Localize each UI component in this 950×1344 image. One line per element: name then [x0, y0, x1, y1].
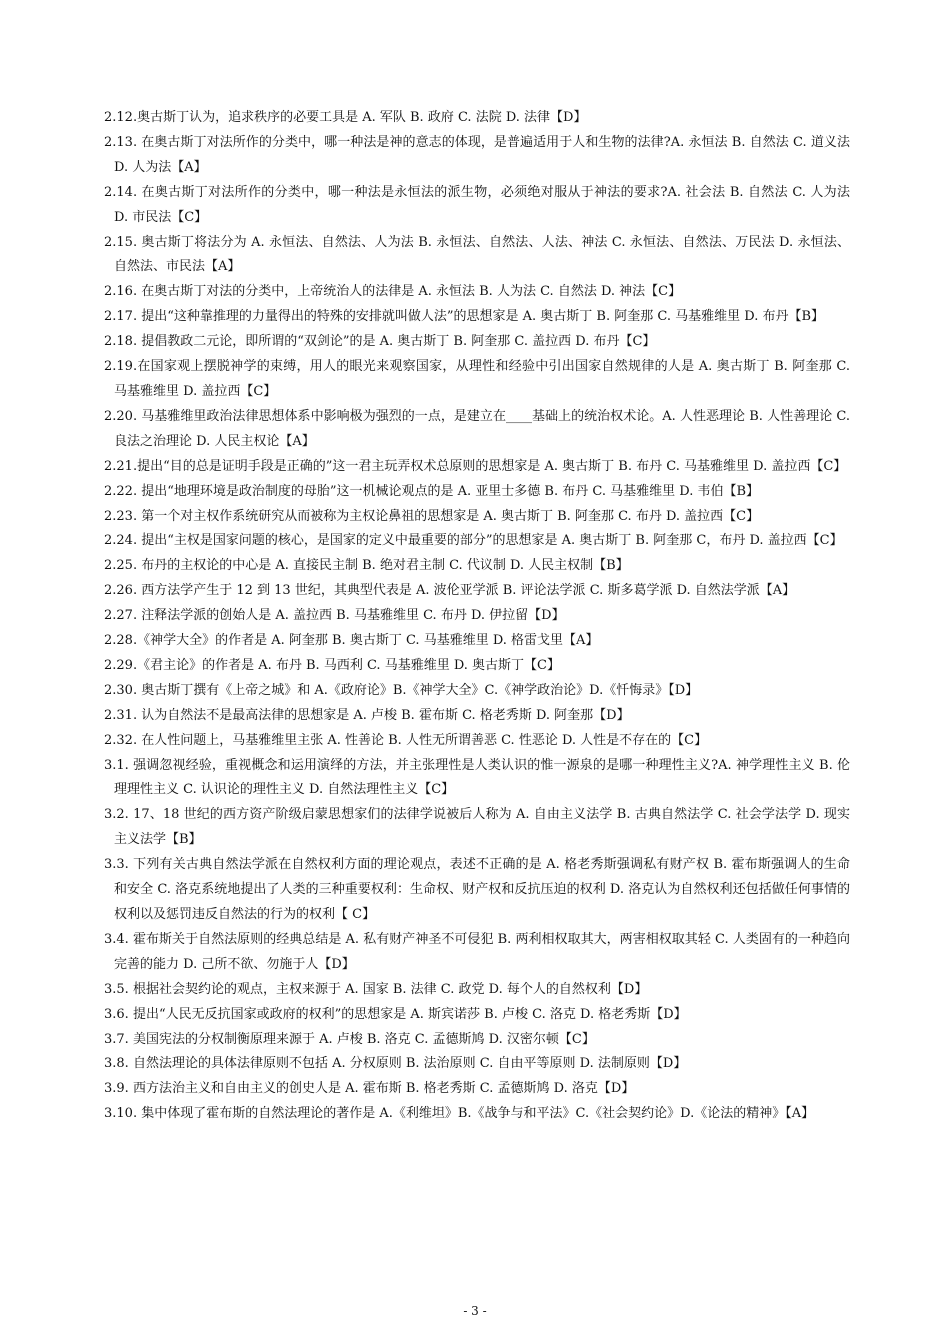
question-item: 2.16. 在奥古斯丁对法的分类中，上帝统治人的法律是 A. 永恒法 B. 人为法 C. 自然法 D. 神法【C】 — [104, 284, 682, 300]
question-item: 2.12.奥古斯丁认为，追求秩序的必要工具是 A. 军队 B. 政府 C. 法院 D. 法律【D】 — [104, 110, 587, 125]
question-list — [104, 106, 850, 1127]
question-item: 2.19.在国家观上摆脱神学的束缚，用人的眼光来观察国家，从理性和经验中引出国家自然规律的人是 A. 奥古斯丁 B. 阿奎那 C. 马基雅维里 D. 盖拉西【C】 — [104, 359, 850, 399]
question-item: 2.17. 提出“这种靠推理的力量得出的特殊的安排就叫做人法”的思想家是 A. 奥古斯丁 B. 阿奎那 C. 马基雅维里 D. 布丹【B】 — [104, 309, 825, 325]
question-item: 2.27. 注释法学派的创始人是 A. 盖拉西 B. 马基雅维里 C. 布丹 D. 伊拉留【D】 — [104, 608, 565, 624]
question-item: 2.26. 西方法学产生于 12 到 13 世纪，其典型代表是 A. 波伦亚学派 B. 评论法学派 C. 斯多葛学派 D. 自然法学派【A】 — [104, 583, 796, 599]
question-item: 2.23. 第一个对主权作系统研究从而被称为主权论鼻祖的思想家是 A. 奥古斯丁 B. 阿奎那 C. 布丹 D. 盖拉西【C】 — [104, 508, 760, 524]
question-item: 3.10. 集中体现了霍布斯的自然法理论的著作是 A.《利维坦》B.《战争与和平法》C.《社会契约论》D.《论法的精神》【A】 — [104, 1106, 815, 1122]
question-item: 2.30. 奥古斯丁撰有《上帝之城》和 A.《政府论》B.《神学大全》C.《神学政治论》D.《忏悔录》【D】 — [104, 682, 699, 698]
question-item: 3.3. 下列有关古典自然法学派在自然权利方面的理论观点，表述不正确的是 A. 格老秀斯强调私有财产权 B. 霍布斯强调人的生命和安全 C. 洛克系统地提出了人类的三种重要权利：生命权、财产权和反抗压迫的权利 D. 洛克认为自然权利还包括做任何事情的权利以及惩罚违反自然法的行为的权利【 C】 — [104, 857, 850, 922]
question-item: 3.9. 西方法治主义和自由主义的创史人是 A. 霍布斯 B. 格老秀斯 C. 孟德斯鸠 D. 洛克【D】 — [104, 1081, 635, 1097]
question-item: 3.5. 根据社会契约论的观点，主权来源于 A. 国家 B. 法律 C. 政党 D. 每个人的自然权利【D】 — [104, 981, 648, 997]
question-item: 2.18. 提倡教政二元论，即所谓的“双剑论”的是 A. 奥古斯丁 B. 阿奎那 C. 盖拉西 D. 布丹【C】 — [104, 334, 656, 350]
question-item: 3.2. 17、18 世纪的西方资产阶级启蒙思想家们的法律学说被后人称为 A. 自由主义法学 B. 古典自然法学 C. 社会学法学 D. 现实主义法学【B】 — [104, 807, 850, 848]
question-item: 2.15. 奥古斯丁将法分为 A. 永恒法、自然法、人为法 B. 永恒法、自然法、人法、神法 C. 永恒法、自然法、万民法 D. 永恒法、自然法、市民法【A】 — [104, 234, 850, 275]
question-item: 3.4. 霍布斯关于自然法原则的经典总结是 A. 私有财产神圣不可侵犯 B. 两利相权取其大，两害相权取其轻 C. 人类固有的一种趋向完善的能力 D. 己所不欲、勿施于人【D】 — [104, 931, 850, 972]
question-item: 3.1. 强调忽视经验，重视概念和运用演绎的方法，并主张理性是人类认识的惟一源泉的是哪一种理性主义?A. 神学理性主义 B. 伦理理性主义 C. 认识论的理性主义 D. 自然法理性主义【C】 — [104, 757, 850, 798]
question-item: 2.24. 提出“主权是国家问题的核心，是国家的定义中最重要的部分”的思想家是 A. 奥古斯丁 B. 阿奎那 C，布丹 D. 盖拉西【C】 — [104, 533, 843, 549]
question-item: 2.14. 在奥古斯丁对法所作的分类中，哪一种法是永恒法的派生物，必须绝对服从于神法的要求?A. 社会法 B. 自然法 C. 人为法 D. 市民法【C】 — [104, 184, 850, 225]
question-item: 2.22. 提出“地理环境是政治制度的母胎”这一机械论观点的是 A. 亚里士多德 B. 布丹 C. 马基雅维里 D. 韦伯【B】 — [104, 483, 760, 499]
question-item: 2.28.《神学大全》的作者是 A. 阿奎那 B. 奥古斯丁 C. 马基雅维里 D. 格雷戈里【A】 — [104, 633, 599, 649]
question-item: 2.20. 马基雅维里政治法律思想体系中影响极为强烈的一点，是建立在____基础上的统治权术论。A. 人性恶理论 B. 人性善理论 C. 良法之治理论 D. 人民主权论【A】 — [104, 408, 850, 449]
question-item: 2.32. 在人性问题上，马基雅维里主张 A. 性善论 B. 人性无所谓善恶 C. 性恶论 D. 人性是不存在的【C】 — [104, 732, 708, 748]
question-item: 3.7. 美国宪法的分权制衡原理来源于 A. 卢梭 B. 洛克 C. 孟德斯鸠 D. 汉密尔顿【C】 — [104, 1031, 595, 1047]
question-item: 2.13. 在奥古斯丁对法所作的分类中，哪一种法是神的意志的体现，是普遍适用于人和生物的法律?A. 永恒法 B. 自然法 C. 道义法 D. 人为法【A】 — [104, 134, 850, 175]
question-item: 2.25. 布丹的主权论的中心是 A. 直接民主制 B. 绝对君主制 C. 代议制 D. 人民主权制【B】 — [104, 558, 629, 574]
question-item: 2.31. 认为自然法不是最高法律的思想家是 A. 卢梭 B. 霍布斯 C. 格老秀斯 D. 阿奎那【D】 — [104, 707, 630, 723]
question-item: 3.6. 提出“人民无反抗国家或政府的权利”的思想家是 A. 斯宾诺莎 B. 卢梭 C. 洛克 D. 格老秀斯【D】 — [104, 1006, 687, 1022]
page-number: - 3 - — [463, 1304, 487, 1318]
question-item: 3.8. 自然法理论的具体法律原则不包括 A. 分权原则 B. 法治原则 C. 自由平等原则 D. 法制原则【D】 — [104, 1056, 687, 1072]
question-item: 2.21.提出“目的总是证明手段是正确的”这一君主玩弄权术总原则的思想家是 A. 奥古斯丁 B. 布丹 C. 马基雅维里 D. 盖拉西【C】 — [104, 458, 847, 474]
question-item: 2.29.《君主论》的作者是 A. 布丹 B. 马西利 C. 马基雅维里 D. 奥古斯丁【C】 — [104, 657, 560, 673]
